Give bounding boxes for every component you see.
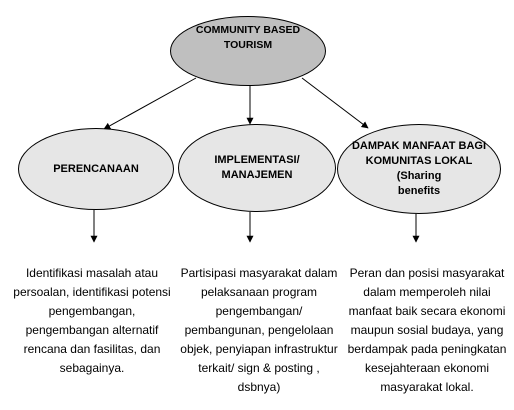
description-line: Identifikasi masalah atau — [25, 266, 159, 280]
description-line: rencana dan fasilitas, dan — [23, 342, 161, 356]
node-perencanaan-label: PERENCANAAN — [53, 162, 139, 175]
description-line: pembangunan, pengelolaan — [184, 323, 334, 337]
node-implementasi-label — [214, 153, 299, 183]
description-line: dalam memperoleh nilai — [363, 285, 491, 299]
node-implementasi-manajemen — [178, 124, 336, 212]
description-line: Peran dan posisi masyarakat — [349, 266, 505, 280]
description-line: dsbnya) — [237, 380, 281, 394]
node-implementasi-label-line: IMPLEMENTASI/ — [214, 154, 300, 166]
description-line: kesejahteraan ekonomi — [364, 361, 490, 375]
node-dampak-label-line: KOMUNITAS LOKAL (Sharing — [365, 155, 473, 182]
arrow-root-to-dampak — [302, 78, 368, 128]
description-line: pengembangan/ — [215, 304, 303, 318]
node-implementasi-label-line: MANAJEMEN — [221, 169, 293, 181]
node-perencanaan — [18, 128, 174, 210]
description-line: objek, penyiapan infrastruktur — [180, 342, 338, 356]
root-node-community-based-tourism — [170, 16, 326, 86]
description-line: sebagainya. — [59, 361, 125, 375]
node-dampak-label-line: benefits — [397, 185, 441, 197]
description-line: Partisipasi masyarakat dalam — [180, 266, 338, 280]
description-line: maupun sosial budaya, yang — [350, 323, 504, 337]
description-line: berdampak pada peningkatan — [347, 342, 507, 356]
description-line: pelaksanaan program — [200, 285, 318, 299]
description-implementasi — [178, 264, 340, 397]
description-perencanaan — [8, 264, 176, 378]
description-line: pengembangan, — [48, 304, 136, 318]
root-node-label: COMMUNITY BASED TOURISM — [195, 24, 301, 51]
description-line: masyarakat lokal. — [380, 380, 474, 394]
description-line: manfaat baik secara ekonomi — [348, 304, 506, 318]
description-line: pengembangan alternatif — [25, 323, 159, 337]
arrow-root-to-perencanaan — [104, 78, 196, 129]
node-dampak-manfaat — [337, 124, 501, 214]
description-line: terkait/ sign & posting , — [198, 361, 320, 375]
node-dampak-label — [338, 139, 500, 199]
description-dampak — [340, 264, 514, 397]
node-dampak-label-line: DAMPAK MANFAAT BAGI — [351, 140, 487, 152]
description-line: persoalan, identifikasi potensi — [13, 285, 171, 299]
